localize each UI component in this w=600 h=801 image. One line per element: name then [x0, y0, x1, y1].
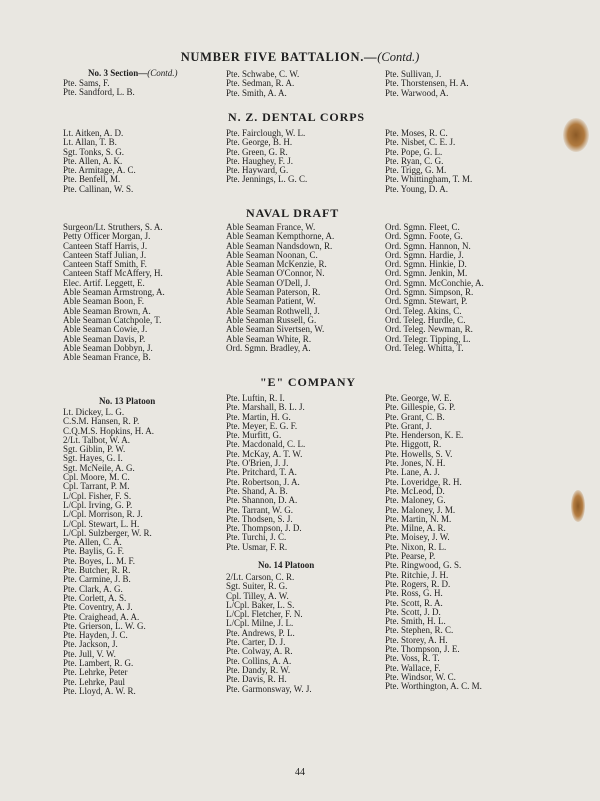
list-item: Pte. Tarrant, W. G.: [226, 504, 293, 515]
list-item: Pte. Scott, R. A.: [385, 597, 443, 608]
list-item: Pte. Sams, F.: [63, 78, 110, 88]
list-item: Able Seaman Dobbyn, J.: [63, 342, 153, 353]
list-item: 2/Lt. Carson, C. R.: [226, 572, 295, 582]
list-item: Pte. Thompson, J. E.: [385, 644, 460, 655]
list-item: Pte. Green, G. R.: [226, 146, 288, 157]
list-item: Ord. Sgmn. Hardie, J.: [385, 249, 464, 260]
list-item: Pte. Carmine, J. B.: [63, 574, 131, 585]
stain-mark: [571, 490, 585, 522]
list-item: Pte. Corlett, A. S.: [63, 592, 127, 603]
list-item: Ord. Teleg. Akins, C.: [385, 305, 462, 316]
list-item: Pte. Allen, C. A.: [63, 537, 122, 548]
list-item: Ord. Sgmn. Foote, G.: [385, 231, 463, 242]
list-item: Pte. Lehrke, Paul: [63, 676, 125, 687]
list-item: Able Seaman Brown, A.: [63, 305, 151, 316]
list-item: Pte. Schwabe, C. W.: [226, 69, 300, 79]
list-item: Pte. Meyer, E. G. F.: [226, 420, 298, 431]
list-item: Ord. Sgmn. Hannon, N.: [385, 240, 471, 251]
list-item: Pte. Colway, A. R.: [226, 646, 293, 657]
name-list: [385, 394, 482, 692]
list-item: Pte. Ryan, C. G.: [385, 155, 444, 166]
list-item: Pte. George, W. E.: [385, 393, 452, 403]
list-item: Pte. Storey, A. H.: [385, 634, 448, 645]
list-item: Pte. Gillespie, G. P.: [385, 402, 456, 413]
list-item: Pte. Warwood, A.: [385, 87, 449, 98]
list-item: Pte. Callinan, W. S.: [63, 183, 134, 194]
section-heading: No. 3 Section—(Contd.): [88, 68, 178, 78]
list-item: Pte. Pope, G. L.: [385, 146, 443, 157]
list-item: Pte. Davis, R. H.: [226, 674, 287, 685]
list-item: L/Cpl. Baker, L. S.: [226, 599, 295, 610]
list-item: Pte. Jennings, L. G. C.: [226, 174, 308, 185]
list-item: Ord. Teleg. Whitta, T.: [385, 342, 464, 353]
list-item: Able Seaman France, W.: [226, 222, 316, 232]
list-item: Pte. Collins, A. A.: [226, 655, 292, 666]
list-item: L/Cpl. Sulzberger, W. R.: [63, 527, 152, 538]
list-item: Pte. Ritchie, J. H.: [385, 569, 449, 580]
list-item: Pte. Henderson, K. E.: [385, 430, 464, 441]
list-item: Able Seaman O'Dell, J.: [226, 277, 311, 288]
list-item: Pte. Craighead, A. A.: [63, 611, 140, 622]
list-item: Sgt. Suiter, R. G.: [226, 581, 288, 592]
list-item: Pte. McLeod, D.: [385, 485, 445, 496]
section-heading: NAVAL DRAFT: [246, 206, 340, 220]
list-item: Lt. Dickey, L. G.: [63, 407, 125, 417]
list-item: Pte. Thorstensen, H. A.: [385, 78, 469, 89]
list-item: C.S.M. Hansen, R. P.: [63, 416, 140, 427]
list-item: Ord. Sgmn. Stewart, P.: [385, 296, 468, 307]
name-list: [63, 129, 136, 194]
list-item: Able Seaman Boon, F.: [63, 296, 145, 307]
list-item: Pte. Sullivan, J.: [385, 69, 442, 79]
name-list: [63, 79, 135, 98]
list-item: Able Seaman Kempthorne, A.: [226, 231, 335, 242]
list-item: Pte. Wallace, F.: [385, 662, 441, 673]
subsection-heading: No. 13 Platoon: [99, 396, 156, 406]
list-item: Pte. Baylis, G. F.: [63, 546, 125, 557]
list-item: Ord. Telegr. Tipping, L.: [385, 333, 471, 344]
list-item: Pte. Macdonald, C. L.: [226, 439, 306, 450]
list-item: Pte. Dandy, R. W.: [226, 664, 291, 675]
name-list: [63, 408, 154, 696]
list-item: Pte. Armitage, A. C.: [63, 165, 136, 176]
list-item: Pte. Smith, H. L.: [385, 616, 446, 627]
list-item: Able Seaman O'Connor, N.: [226, 268, 325, 279]
list-item: Sgt. Tonks, S. G.: [63, 146, 124, 157]
list-item: Pte. Lehrke, Peter: [63, 667, 128, 678]
list-item: Pte. Higgott, R.: [385, 439, 442, 450]
name-list: [63, 223, 165, 362]
list-item: Able Seaman McKenzie, R.: [226, 259, 327, 270]
list-item: Pte. Martin, H. G.: [226, 411, 291, 422]
list-item: Pte. Usmar, F. R.: [226, 541, 288, 552]
list-item: Sgt. Giblin, P. W.: [63, 444, 126, 455]
list-item: Pte. George, B. H.: [226, 137, 293, 148]
list-item: Pte. Thompson, J. D.: [226, 523, 302, 534]
list-item: Able Seaman Sivertsen, W.: [226, 324, 325, 335]
list-item: Lt. Allan, T. B.: [63, 137, 117, 148]
list-item: Ord. Teleg. Newman, R.: [385, 324, 473, 335]
list-item: Pte. Ross, G. H.: [385, 588, 443, 599]
list-item: Pte. Benfell, M.: [63, 174, 121, 185]
list-item: L/Cpl. Irving, G. P.: [63, 499, 133, 510]
list-item: Surgeon/Lt. Struthers, S. A.: [63, 222, 163, 232]
list-item: Able Seaman France, B.: [63, 352, 151, 363]
list-item: L/Cpl. Morrison, R. J.: [63, 509, 143, 520]
list-item: Ord. Sgmn. Simpson, R.: [385, 287, 474, 298]
list-item: Able Seaman White, R.: [226, 333, 312, 344]
list-item: Sgt. McNeile, A. G.: [63, 462, 135, 473]
list-item: Pte. Ringwood, G. S.: [385, 560, 462, 571]
list-item: Pte. Scott, J. D.: [385, 606, 441, 617]
name-list: [385, 70, 469, 98]
list-item: Pte. Jackson, J.: [63, 639, 118, 650]
list-item: Pte. Moisey, J. W.: [385, 532, 450, 543]
list-item: Pte. Haughey, F. J.: [226, 155, 293, 166]
page-number: 44: [295, 767, 305, 778]
list-item: Pte. Smith, A. A.: [226, 87, 287, 98]
list-item: Cpl. Moore, M. C.: [63, 472, 130, 483]
section-heading: N. Z. DENTAL CORPS: [228, 110, 365, 124]
list-item: Able Seaman Russell, G.: [226, 314, 317, 325]
list-item: Pte. Windsor, W. C.: [385, 671, 456, 682]
list-item: Able Seaman Nandsdown, R.: [226, 240, 333, 251]
list-item: Pte. Nixon, R. L.: [385, 541, 447, 552]
list-item: Pte. Carter, D. J.: [226, 637, 286, 648]
list-item: Cpl. Tarrant, P. M.: [63, 481, 130, 492]
list-item: Pte. Coventry, A. J.: [63, 602, 133, 613]
list-item: Lt. Aitken, A. D.: [63, 128, 124, 138]
list-item: Pte. McKay, A. T. W.: [226, 448, 303, 459]
list-item: Pte. Sandford, L. B.: [63, 87, 135, 98]
list-item: Pte. Clark, A. G.: [63, 583, 123, 594]
list-item: L/Cpl. Stewart, L. H.: [63, 518, 140, 529]
list-item: Pte. Stephen, R. C.: [385, 625, 454, 636]
list-item: Pte. Maloney, J. M.: [385, 504, 456, 515]
name-list: [226, 394, 305, 552]
name-list: [226, 573, 312, 694]
list-item: Ord. Teleg. Hurdle, C.: [385, 314, 466, 325]
list-item: 2/Lt. Talbot, W. A.: [63, 434, 130, 445]
list-item: Pte. Jones, N. H.: [385, 458, 446, 469]
list-item: Canteen Staff McAffery, H.: [63, 268, 163, 279]
list-item: Pte. Pritchard, T. A.: [226, 467, 297, 478]
list-item: Ord. Sgmn. Jenkin, M.: [385, 268, 468, 279]
list-item: Ord. Sgmn. Fleet, C.: [385, 222, 460, 232]
list-item: Pte. Trigg, G. M.: [385, 165, 447, 176]
list-item: Able Seaman Cowie, J.: [63, 324, 148, 335]
list-item: Ord. Sgmn. Hinkie, D.: [385, 259, 467, 270]
list-item: Elec. Artif. Leggett, E.: [63, 277, 145, 288]
list-item: Able Seaman Catchpole, T.: [63, 314, 162, 325]
name-list: [385, 223, 484, 353]
list-item: Pte. Grierson, L. W. G.: [63, 620, 146, 631]
list-item: Canteen Staff Smith, F.: [63, 259, 147, 270]
list-item: L/Cpl. Fisher, F. S.: [63, 490, 132, 501]
list-item: Able Seaman Paterson, R.: [226, 287, 321, 298]
page-title: NUMBER FIVE BATTALION.—(Contd.): [180, 50, 420, 64]
list-item: Pte. Jull, V. W.: [63, 648, 116, 659]
list-item: Pte. Moses, R. C.: [385, 128, 448, 138]
list-item: Pte. Shand, A. B.: [226, 485, 288, 496]
list-item: Pte. Thodsen, S. J.: [226, 513, 293, 524]
list-item: Pte. Milne, A. R.: [385, 523, 446, 534]
list-item: Able Seaman Patient, W.: [226, 296, 316, 307]
name-list: [226, 70, 299, 98]
list-item: Pte. Hayden, J. C.: [63, 630, 128, 641]
name-list: [385, 129, 472, 194]
list-item: Canteen Staff Julian, J.: [63, 249, 147, 260]
list-item: Able Seaman Rothwell, J.: [226, 305, 320, 316]
name-list: [226, 129, 307, 185]
subsection-heading: No. 14 Platoon: [258, 560, 315, 570]
list-item: Pte. Rogers, R. D.: [385, 578, 451, 589]
list-item: Pte. Worthington, A. C. M.: [385, 681, 482, 692]
list-item: Pte. Allen, A. K.: [63, 155, 123, 166]
list-item: Pte. Marshall, B. L. J.: [226, 402, 305, 413]
list-item: Pte. Lane, A. J.: [385, 467, 440, 478]
list-item: Pte. Hayward, G.: [226, 165, 289, 176]
section-heading: "E" COMPANY: [260, 375, 356, 389]
list-item: Pte. Pearse, P.: [385, 551, 436, 562]
list-item: C.Q.M.S. Hopkins, H. A.: [63, 425, 155, 436]
list-item: Pte. O'Brien, J. J.: [226, 458, 289, 469]
list-item: Petty Officer Morgan, J.: [63, 231, 151, 242]
list-item: Pte. Grant, J.: [385, 420, 432, 431]
name-list: [226, 223, 334, 353]
list-item: Pte. Loveridge, R. H.: [385, 476, 462, 487]
list-item: Pte. Luftin, R. I.: [226, 393, 285, 403]
stain-mark: [563, 118, 589, 152]
list-item: Pte. Nisbet, C. E. J.: [385, 137, 456, 148]
list-item: Ord. Sgmn. Bradley, A.: [226, 342, 311, 353]
list-item: Pte. Maloney, G.: [385, 495, 446, 506]
list-item: Pte. Whittingham, T. M.: [385, 174, 473, 185]
list-item: Pte. Butcher, R. R.: [63, 565, 131, 576]
list-item: Sgt. Hayes, G. I.: [63, 453, 123, 464]
list-item: Able Seaman Armstrong, A.: [63, 287, 165, 298]
list-item: Ord. Sgmn. McConchie, A.: [385, 277, 484, 288]
list-item: Pte. Voss, R. T.: [385, 653, 440, 664]
list-item: Pte. Sedman, R. A.: [226, 78, 295, 89]
list-item: Pte. Boyes, L. M. F.: [63, 555, 136, 566]
list-item: L/Cpl. Fletcher, F. N.: [226, 609, 303, 620]
list-item: Pte. Martin, N. M.: [385, 513, 452, 524]
list-item: Pte. Shannon, D. A.: [226, 495, 298, 506]
list-item: Pte. Howells, S. V.: [385, 448, 453, 459]
list-item: Canteen Staff Harris, J.: [63, 240, 148, 251]
list-item: Able Seaman Davis, P.: [63, 333, 146, 344]
list-item: Pte. Garmonsway, W. J.: [226, 683, 312, 694]
list-item: Pte. Robertson, J. A.: [226, 476, 300, 487]
list-item: Pte. Fairclough, W. L.: [226, 128, 306, 138]
list-item: Pte. Turchi, J. C.: [226, 532, 287, 543]
list-item: Pte. Young, D. A.: [385, 183, 449, 194]
list-item: Pte. Lambert, R. G.: [63, 658, 134, 669]
list-item: L/Cpl. Milne, J. L.: [226, 618, 294, 629]
list-item: Pte. Murfitt, G.: [226, 430, 282, 441]
list-item: Pte. Grant, C. B.: [385, 411, 445, 422]
list-item: Pte. Andrews, P. L.: [226, 627, 295, 638]
list-item: Able Seaman Noonan, C.: [226, 249, 318, 260]
list-item: Pte. Lloyd, A. W. R.: [63, 685, 136, 696]
list-item: Cpl. Tilley, A. W.: [226, 590, 289, 601]
